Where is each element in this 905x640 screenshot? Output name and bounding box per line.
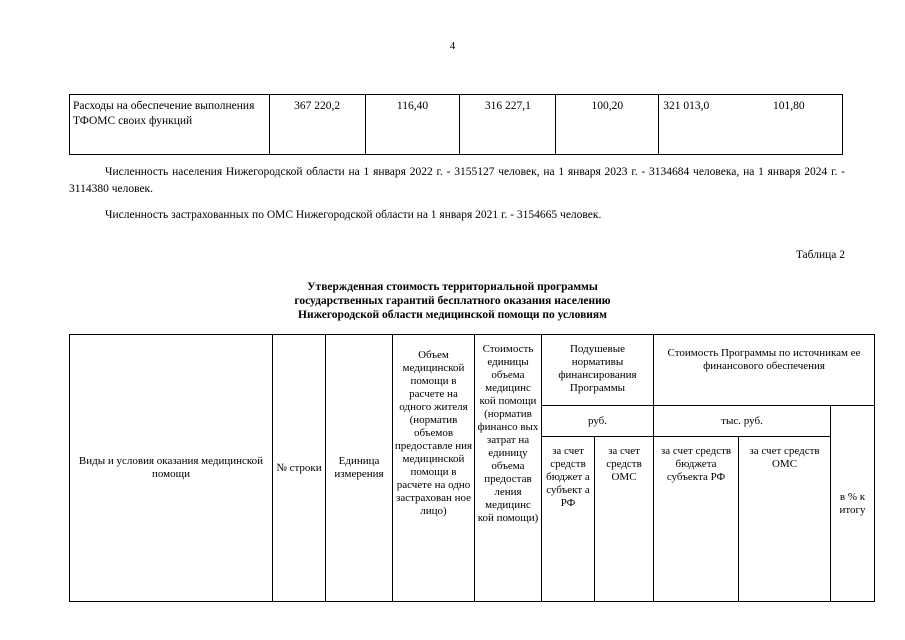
header-volume: Объем медицинской помощи в расчете на одного жителя (норматив объемов предоставле ния медицинской помощи в расчете на одно застрахован ное лицо) bbox=[393, 335, 475, 602]
header-rub: руб. bbox=[542, 406, 654, 437]
table-title-line: государственных гарантий бесплатного оказания населению bbox=[294, 295, 611, 307]
header-percent-total: в % к итогу bbox=[831, 406, 875, 602]
table-row bbox=[70, 95, 843, 155]
insured-paragraph: Численность застрахованных по ОМС Нижегородской области на 1 января 2021 г. - 3154665 человек. bbox=[105, 209, 602, 221]
header-budget-rf-thous: за счет средств бюджета субъекта РФ bbox=[654, 437, 739, 602]
header-unit-cost: Стоимость единицы объема медицинс кой помощи (норматив финансо вых затрат на единицу объема предостав ления медицинс кой помощи) bbox=[475, 335, 542, 602]
header-types: Виды и условия оказания медицинской помощи bbox=[70, 335, 273, 602]
population-paragraph: Численность населения Нижегородской области на 1 января 2022 г. - 3155127 человек, на 1 января 2023 г. - 3134684 человека, на 1 января 2024 г. - 3114380 человек. bbox=[69, 166, 845, 195]
program-cost-table bbox=[69, 334, 875, 602]
header-budget-rf: за счет средств бюджет а субъект а РФ bbox=[542, 437, 595, 602]
expense-value: 100,20 bbox=[556, 95, 659, 155]
header-per-capita: Подушевые нормативы финансирования Программы bbox=[542, 335, 654, 406]
expense-value: 367 220,2 bbox=[269, 95, 365, 155]
page-number: 4 bbox=[449, 40, 456, 52]
header-row-number: № строки bbox=[273, 335, 326, 602]
table-label: Таблица 2 bbox=[795, 249, 845, 261]
expense-value: 116,40 bbox=[365, 95, 460, 155]
header-thous-rub: тыс. руб. bbox=[654, 406, 831, 437]
expense-value-5: 321 013,0 bbox=[663, 100, 710, 112]
header-oms: за счет средств ОМС bbox=[595, 437, 654, 602]
header-oms-thous: за счет средств ОМС bbox=[739, 437, 831, 602]
table-title bbox=[0, 280, 905, 322]
header-unit: Единица измерения bbox=[326, 335, 393, 602]
header-program-cost: Стоимость Программы по источникам ее финансового обеспечения bbox=[654, 335, 875, 406]
table-title-line: Нижегородской области медицинской помощи по условиям bbox=[298, 309, 607, 321]
expense-row-label: Расходы на обеспечение выполнения ТФОМС своих функций bbox=[70, 95, 270, 155]
table-title-line: Утвержденная стоимость территориальной программы bbox=[307, 281, 598, 293]
expense-value bbox=[659, 95, 843, 155]
expense-value-6: 101,80 bbox=[772, 100, 805, 112]
expense-table bbox=[69, 94, 843, 155]
expense-value: 316 227,1 bbox=[460, 95, 556, 155]
